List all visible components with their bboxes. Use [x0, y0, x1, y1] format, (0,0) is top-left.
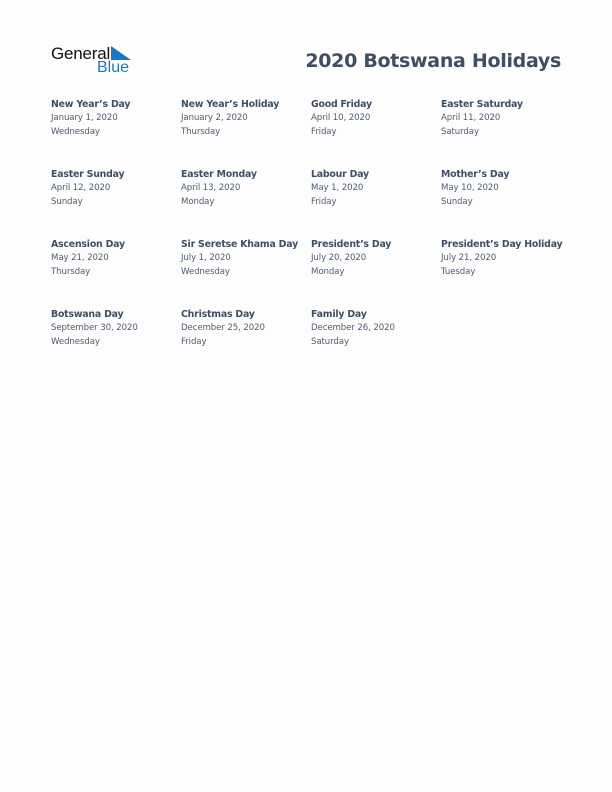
holiday-entry [441, 168, 571, 238]
holiday-weekday: Monday [181, 196, 215, 207]
holiday-date: December 25, 2020 [181, 323, 265, 333]
holiday-weekday: Thursday [51, 266, 91, 277]
holiday-name: New Year’s Day [51, 99, 131, 110]
holiday-weekday: Saturday [441, 126, 479, 137]
logo-text-general: General [51, 44, 111, 63]
holiday-entry [51, 238, 181, 308]
holiday-name: New Year’s Holiday [181, 99, 280, 110]
holiday-name: Labour Day [311, 169, 369, 180]
holiday-weekday: Friday [311, 126, 337, 137]
holiday-weekday: Sunday [441, 196, 473, 207]
holiday-name: Ascension Day [51, 239, 125, 250]
holiday-weekday: Saturday [311, 336, 349, 347]
holiday-entry [181, 238, 311, 308]
holiday-name: Easter Sunday [51, 169, 125, 180]
holiday-weekday: Friday [311, 196, 337, 207]
holiday-entry [51, 168, 181, 238]
holiday-entry [311, 168, 441, 238]
holiday-name: President’s Day [311, 239, 392, 250]
holiday-date: July 20, 2020 [311, 253, 367, 263]
holiday-date: July 1, 2020 [181, 253, 231, 263]
holiday-entry [441, 238, 571, 308]
holiday-entry [311, 238, 441, 308]
holiday-weekday: Wednesday [51, 336, 100, 347]
holiday-weekday: Friday [181, 336, 207, 347]
holiday-entry [181, 168, 311, 238]
holiday-date: July 21, 2020 [441, 253, 497, 263]
holiday-entry [311, 308, 441, 378]
holiday-name: Easter Saturday [441, 99, 523, 110]
holiday-weekday: Tuesday [441, 266, 476, 277]
holiday-date: May 1, 2020 [311, 183, 364, 193]
holiday-weekday: Thursday [181, 126, 221, 137]
holiday-entry [51, 308, 181, 378]
triangle-flag-icon [111, 46, 131, 60]
holiday-date: December 26, 2020 [311, 323, 395, 333]
holiday-date: April 12, 2020 [51, 183, 111, 193]
holiday-date: January 1, 2020 [51, 113, 118, 123]
holiday-name: Sir Seretse Khama Day [181, 239, 298, 250]
holiday-name: Good Friday [311, 99, 372, 110]
holiday-weekday: Monday [311, 266, 345, 277]
logo-text-blue: Blue [97, 59, 130, 76]
generalblue-logo [51, 44, 141, 78]
holiday-date: May 21, 2020 [51, 253, 109, 263]
holiday-entry [181, 308, 311, 378]
holiday-date: May 10, 2020 [441, 183, 499, 193]
holiday-date: September 30, 2020 [51, 323, 138, 333]
holiday-entry [441, 98, 571, 168]
holiday-date: April 11, 2020 [441, 113, 501, 123]
holiday-grid [51, 98, 571, 378]
holiday-name: President’s Day Holiday [441, 239, 563, 250]
holiday-name: Easter Monday [181, 169, 257, 180]
holiday-date: April 13, 2020 [181, 183, 241, 193]
holiday-name: Botswana Day [51, 309, 124, 320]
holiday-weekday: Wednesday [181, 266, 230, 277]
holiday-entry [311, 98, 441, 168]
holiday-weekday: Wednesday [51, 126, 100, 137]
holiday-date: January 2, 2020 [181, 113, 248, 123]
holiday-entry [181, 98, 311, 168]
holiday-date: April 10, 2020 [311, 113, 371, 123]
holiday-name: Christmas Day [181, 309, 255, 320]
holiday-name: Mother’s Day [441, 169, 510, 180]
holiday-weekday: Sunday [51, 196, 83, 207]
page-title: 2020 Botswana Holidays [305, 50, 561, 72]
holiday-name: Family Day [311, 309, 367, 320]
holiday-entry [51, 98, 181, 168]
